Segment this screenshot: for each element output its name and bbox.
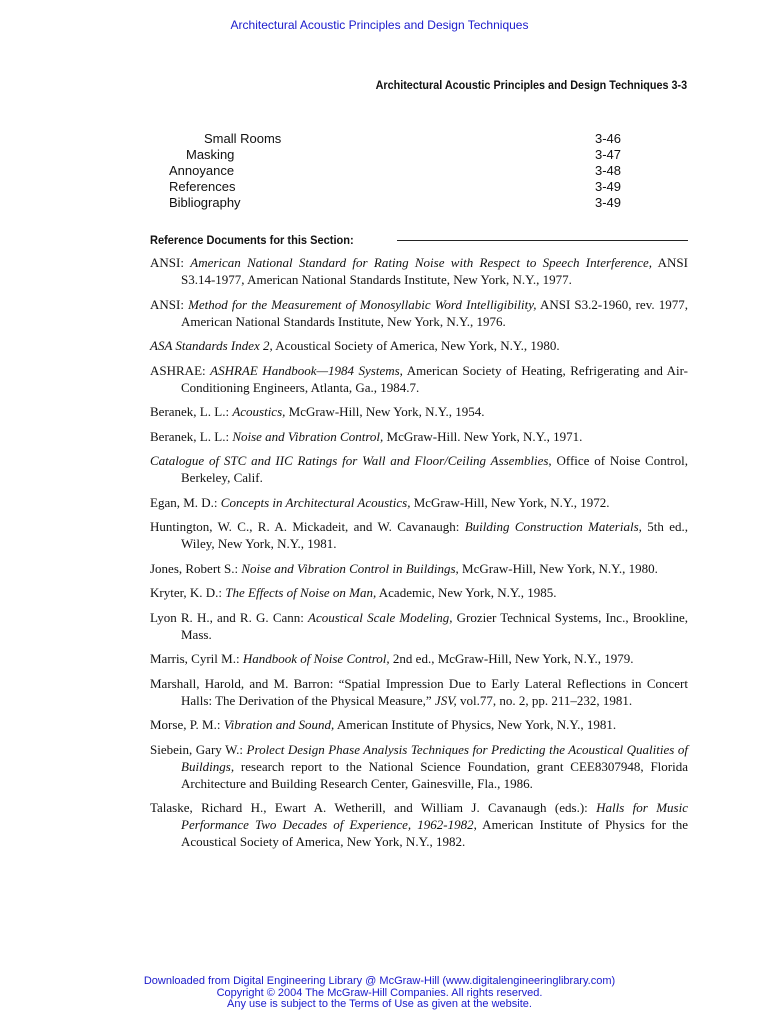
ref-title: The Effects of Noise on Man, <box>225 585 377 600</box>
toc-page: 3-48 <box>595 163 622 178</box>
ref-title: Prolect Design Phase Analysis Techniques for Predicting the Acoustical Qualities of Buildings, <box>181 741 688 774</box>
reference-entry <box>150 403 688 420</box>
ref-details: Academic, New York, N.Y., 1985. <box>376 585 557 600</box>
ref-author: Siebein, Gary W.: <box>150 741 247 757</box>
reference-heading <box>150 231 688 247</box>
reference-heading-text: Reference Documents for this Section: <box>150 233 354 247</box>
ref-author: Marshall, Harold, and M. Barron: “Spatial Impression Due to Early Lateral Reflections in Concert Halls: The Derivation of the Physical Measure,” <box>150 675 688 708</box>
ref-details: , Office of Noise Control, Berkeley, Calif. <box>181 453 688 485</box>
ref-title: ASHRAE Handbook—1984 Systems, <box>210 362 403 378</box>
toc-label: Bibliography <box>169 195 241 210</box>
ref-author: ANSI: <box>150 255 191 270</box>
running-head: Architectural Acoustic Principles and Design Techniques 3-3 <box>375 78 687 92</box>
ref-details: ANSI S3.14-1977, American National Standards Institute, New York, N.Y., 1977. <box>181 255 688 287</box>
reference-entry <box>150 799 688 850</box>
ref-author: ASHRAE: <box>150 362 211 378</box>
reference-entry <box>150 254 688 288</box>
toc-row <box>0 163 759 179</box>
heading-rule <box>397 240 688 241</box>
ref-author: Jones, Robert S.: <box>150 560 242 576</box>
ref-details: American Institute of Physics, New York, N.Y., 1981. <box>334 717 617 732</box>
ref-author: Huntington, W. C., R. A. Mickadeit, and W. Cavanaugh: <box>150 519 465 534</box>
ref-title: JSV, <box>434 692 457 708</box>
reference-entry <box>150 584 688 601</box>
ref-author: Lyon R. H., and R. G. Cann: <box>150 609 309 625</box>
reference-entry <box>150 560 688 577</box>
toc-row <box>0 195 759 211</box>
reference-entry <box>150 518 688 552</box>
ref-title: Acoustics, <box>232 404 286 419</box>
ref-details: 2nd ed., McGraw-Hill, New York, N.Y., 1979. <box>389 651 634 666</box>
toc-label: Masking <box>186 147 235 162</box>
ref-title: Acoustical Scale Modeling, <box>308 609 453 625</box>
reference-entry <box>150 716 688 733</box>
ref-author: Morse, P. M.: <box>150 717 224 732</box>
ref-title: Handbook of Noise Control, <box>242 651 390 666</box>
ref-author: ANSI: <box>150 296 189 312</box>
toc-row <box>0 147 759 163</box>
ref-details: Grozier Technical Systems, Inc., Brookline, Mass. <box>181 609 688 642</box>
toc-row <box>0 131 759 147</box>
reference-entry <box>150 362 688 396</box>
ref-details: , American Institute of Physics for the Acoustical Society of America, New York, N.Y., 1982. <box>181 817 688 849</box>
ref-details: Acoustical Society of America, New York, N.Y., 1980. <box>272 338 560 353</box>
ref-title: Method for the Measurement of Monosyllabic Word Intelligibility, <box>188 296 537 312</box>
footer-terms-line[interactable]: Any use is subject to the Terms of Use as given at the website. <box>227 998 532 1010</box>
ref-author: Kryter, K. D.: <box>150 585 226 600</box>
reference-entry <box>150 428 688 445</box>
ref-author: Marris, Cyril M.: <box>150 651 243 666</box>
ref-details: McGraw-Hill, New York, N.Y., 1972. <box>410 494 610 510</box>
ref-author: Beranek, L. L.: <box>150 404 233 419</box>
ref-title: Noise and Vibration Control in Buildings, <box>241 560 459 576</box>
toc-page: 3-49 <box>595 195 622 210</box>
toc-page: 3-47 <box>595 147 622 162</box>
ref-title: Noise and Vibration Control, <box>232 428 384 444</box>
ref-details: ANSI S3.2-1960, rev. 1977, American National Standards Institute, New York, N.Y., 1976. <box>181 296 688 329</box>
reference-list <box>150 254 688 858</box>
ref-title: Vibration and Sound, <box>223 717 335 732</box>
toc-list <box>0 131 759 211</box>
footer-copyright-line[interactable]: Copyright © 2004 The McGraw-Hill Companies. All rights reserved. <box>216 986 543 999</box>
footer-download-line[interactable]: Downloaded from Digital Engineering Library @ McGraw-Hill (www.digitalengineeringlibrary.com) <box>143 975 616 987</box>
ref-title: Building Construction Materials, <box>464 519 642 534</box>
ref-details: McGraw-Hill. New York, N.Y., 1971. <box>383 428 583 444</box>
toc-row <box>0 179 759 195</box>
reference-entry <box>150 494 688 511</box>
ref-details: McGraw-Hill, New York, N.Y., 1980. <box>458 560 658 576</box>
ref-title: American National Standard for Rating Noise with Respect to Speech Interference, <box>190 255 653 270</box>
ref-details: 5th ed., Wiley, New York, N.Y., 1981. <box>181 519 688 551</box>
toc-label: References <box>169 179 236 194</box>
ref-title: Concepts in Architectural Acoustics, <box>220 494 411 510</box>
ref-details: McGraw-Hill, New York, N.Y., 1954. <box>285 404 485 419</box>
download-footer[interactable] <box>0 976 759 1011</box>
reference-entry <box>150 741 688 792</box>
toc-label: Small Rooms <box>204 131 282 146</box>
ref-details: research report to the National Science Foundation, grant CEE8307948, Florida Architecture and Building Research Center, Gainesville, Fla., 1986. <box>181 758 688 791</box>
top-title-link[interactable]: Architectural Acoustic Principles and Design Techniques <box>230 18 529 32</box>
toc-label: Annoyance <box>169 163 235 178</box>
ref-author: Egan, M. D.: <box>150 494 221 510</box>
reference-entry <box>150 452 688 486</box>
reference-entry <box>150 675 688 709</box>
reference-entry <box>150 337 688 354</box>
reference-entry <box>150 609 688 643</box>
reference-entry <box>150 296 688 330</box>
ref-title: Halls for Music Performance Two Decades of Experience, 1962-1982 <box>181 800 688 832</box>
ref-author: Beranek, L. L.: <box>150 428 233 444</box>
ref-author: Talaske, Richard H., Ewart A. Wetherill, and William J. Cavanaugh (eds.): <box>150 800 597 815</box>
ref-details: American Society of Heating, Refrigerating and Air-Conditioning Engineers, Atlanta, Ga., 1984.7. <box>181 362 689 395</box>
ref-title: ASA Standards Index 2, <box>150 338 273 353</box>
ref-details: vol.77, no. 2, pp. 211–232, 1981. <box>456 692 633 708</box>
ref-title: Catalogue of STC and IIC Ratings for Wall and Floor/Ceiling Assemblies <box>150 453 549 468</box>
toc-page: 3-46 <box>595 131 622 146</box>
reference-entry <box>150 650 688 667</box>
toc-page: 3-49 <box>595 179 622 194</box>
